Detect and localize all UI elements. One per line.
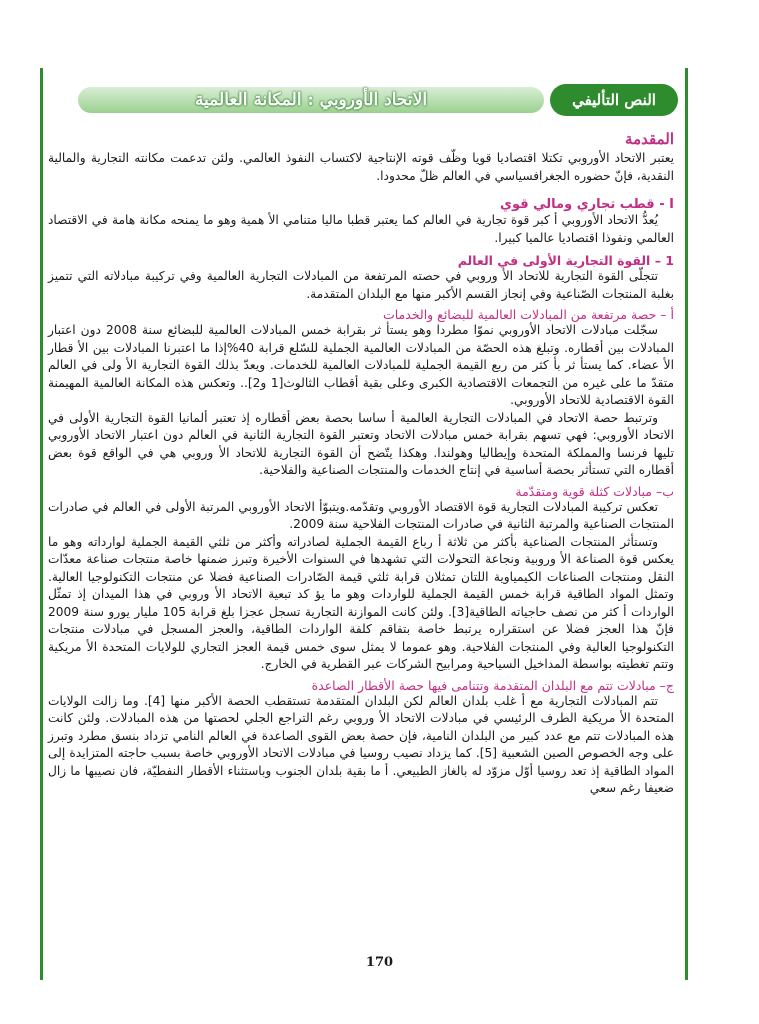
intro-heading: المقدمة bbox=[625, 130, 674, 148]
section1-heading: I - قطب تجاري ومالي قوي bbox=[500, 197, 674, 212]
subsection-b-paragraph-1: تعكس تركيبة المبادلات التجارية قوة الاقتصاد الأوروبي وتقدّمه.ويتبوّأ الاتحاد الأوروبي المرتبة الأولى في العالم في صادرات المنتجات الصناعية والمرتبة الثانية في صادرات المنتجات الفلاحية سنة 2009. bbox=[48, 499, 674, 531]
subsection-a-heading: أ – حصة مرتفعة من المبادلات العالمية للبضائع والخدمات bbox=[382, 307, 674, 322]
subsection-a-paragraph-1: سجّلت مبادلات الاتحاد الأوروبي نموّا مطردا وهو يستأ ثر بقرابة خمس المبادلات العالمية للبضائع سنة 2008 دون اعتبار المبادلات بين أقطاره. وتبلغ هذه الحصّة من المبادلات العالمية الجملية للسّلع قرابة 40%إذا ما اعتبرنا المبادلات بين الأ قطار الأ عضاء. كما يستأ ثر بأ كثر من ربع القيمة الجملية للمبادلات العالمية للخدمات. ويعدّ بذلك القوة التجارية الأ ولى في العالم متقدّ ما على غيره من التجمعات الاقتصادية الكبرى وعلى بقية أقطاب الثالوث[1 و2].. وتعكس هذه المكانة العالمية المهيمنة القوة الاقتصادية للاتحاد الأوروبي. bbox=[48, 323, 675, 407]
subsection-b-paragraph-2: وتستأثر المنتجات الصناعية بأكثر من ثلاثة أ رباع القيمة الجملية لصادراته وأكثر من ثلثي القيمة الجملية لوارداته وهو ما يعكس قوة الصناعة الأ وروبية ونجاعة التحولات التي تشهدها في السنوات الأخيرة وتبرز ضمنها خاصة منتجات صناعة معدّات النقل ومنتجات الصناعات الكيمياوية اللتان تمثلان قرابة ثلثي قيمة الصّادرات الصناعية فضلا عن منتجات التكنولوجيا العالية. وتمثل المواد الطاقية قرابة خمس القيمة الجملية للواردات وهو ما يؤ كد تبعية الاتحاد الأ وروبي في هذا الميدان إذ تمثّل الواردات أ كثر من نصف حاجياته الطاقية[3]. ولئن كانت الموازنة التجارية تسجل عجزا بلغ قرابة 105 مليار يورو سنة 2009 فإنّ هذا العجز فضلا عن استقراره يرتبط خاصة بتفاقم كلفة الواردات الطاقية، والعجز المسجل في مبادلات منتجات التكنولوجيا العالية وفي المنتجات الفلاحية. وهو عموما لا يمثل سوى خمس قيمة العجز التجاري للولايات المتحدة الأ مريكية وتتم تغطيته بواسطة المداخيل السياحية ومرابيح الشركات عبر القطرية في الخارج. bbox=[48, 534, 674, 671]
subsection-c-paragraph-1: تتم المبادلات التجارية مع أ غلب بلدان العالم لكن البلدان المتقدمة تستقطب الحصة الأكبر منها [4]. وما زالت الولايات المتحدة الأ مريكية الطرف الرئيسي في مبادلات الاتحاد الأ وروبي رغم التراجع الجلي لحصتها من هذه المبادلات. ولئن كانت هذه المبادلات تتم مع عدد كبير من البلدان النامية، فإن حصة بعض القوى الصاعدة في العالم النامي تزداد بنسق مطرد وتبرز على وجه الخصوص الصين الشعبية [5]. كما يزداد نصيب روسيا في مبادلات الاتحاد الأوروبي خاصة بسبب حاجته المتزايدة إلى المواد الطاقية إذ تعد روسيا أوّل مزوّد له بالغاز الطبيعي. أ ما بقية بلدان الجنوب وباستثناء الأقطار النفطيّة، فان نصيبها ما زال ضعيفا رغم سعي bbox=[48, 693, 674, 795]
chapter-banner bbox=[78, 82, 678, 118]
page-title: الاتحاد الأوروبي : المكانة العالمية bbox=[78, 87, 544, 113]
article-body bbox=[48, 130, 674, 798]
section1-paragraph: يُعدُّ الاتحاد الأوروبي أ كبر قوة تجارية في العالم كما يعتبر قطبا ماليا متنامي الأ همية وهو ما يمنحه مكانة هامة في الاقتصاد العالمي ونفوذا اقتصاديا عالميا كبيرا. bbox=[48, 213, 674, 245]
intro-paragraph: يعتبر الاتحاد الأوروبي تكتلا اقتصاديا قويا وظّف قوته الإنتاجية لاكتساب النفوذ العالمي. ولئن تدعمت مكانته التجارية والمالية النقدية، فإنّ حضوره الجغرافسياسي في العالم ظلّ محدودا. bbox=[48, 151, 674, 183]
subsection1-paragraph: تتجلّى القوة التجارية للاتحاد الأ وروبي في حصته المرتفعة من المبادلات التجارية العالمية وفي تركيبة مبادلاته التي تتميز بغلبة المنتجات الصّناعية وفي إنجاز القسم الأكبر منها مع البلدان المتقدمة. bbox=[48, 269, 674, 301]
subsection-a-paragraph-2: وترتبط حصة الاتحاد في المبادلات التجارية العالمية أ ساسا بحصة بعض أقطاره إذ تعتبر ألمانيا القوة التجارية الأولى في الاتحاد الأوروبي: فهي تسهم بقرابة خمس مبادلات الاتحاد وتعتبر القوة التجارية الثانية في العالم دون اعتبار الاتحاد الأوروبي تليها فرنسا والمملكة المتحدة وإيطاليا وهولندا. وهكذا يتّضح أن القوة التجارية للاتحاد الأ وروبي هي في الواقع قوة بعض أقطاره التي تستأثر بحصة أساسية في إنتاج الخدمات والمنتجات الصناعية والفلاحية. bbox=[48, 410, 674, 477]
section-label: النص التأليفي bbox=[550, 84, 678, 116]
page-number: 170 bbox=[365, 955, 394, 970]
subsection1-heading: 1 – القوة التجارية الأولى في العالم bbox=[457, 253, 674, 268]
subsection-b-heading: ب– مبادلات كثلة قوية ومتقدّمة bbox=[515, 483, 674, 499]
subsection-c-heading: ج– مبادلات تتم مع البلدان المتقدمة وتتنامى فيها حصة الأقطار الصاعدة bbox=[311, 677, 674, 693]
